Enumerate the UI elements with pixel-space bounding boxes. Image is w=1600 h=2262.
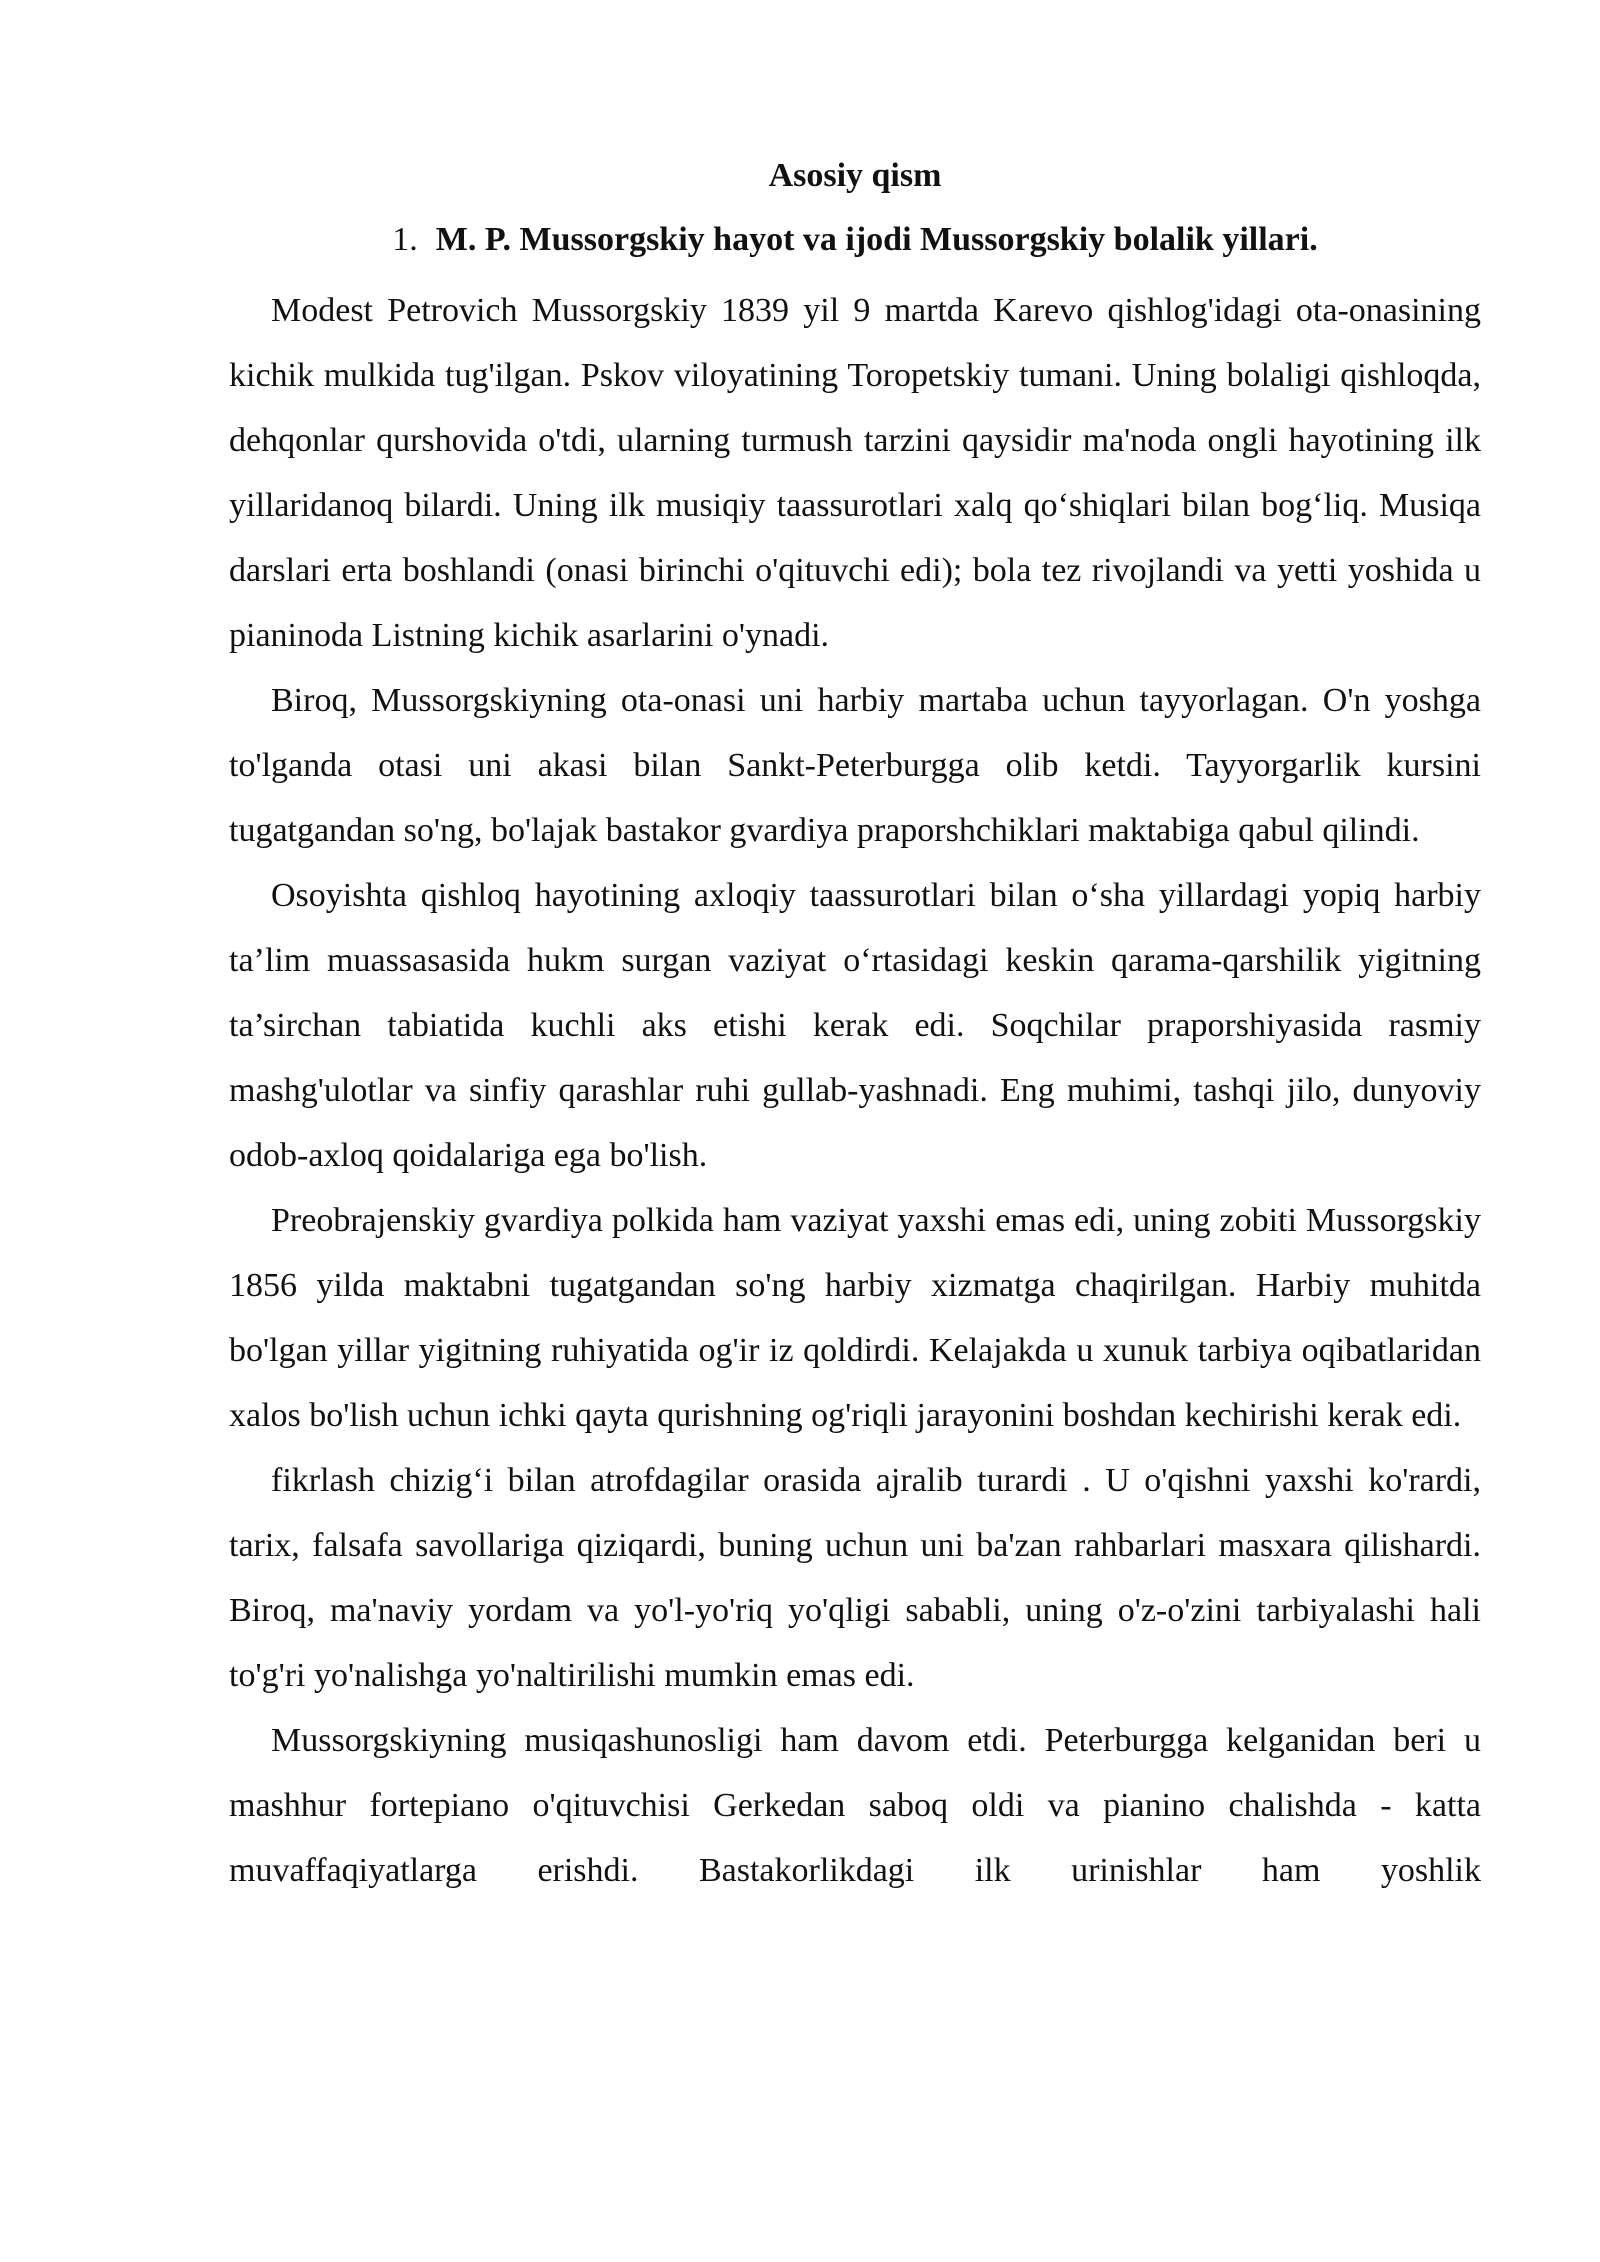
document-title: Asosiy qism — [768, 157, 942, 194]
section-number: 1. — [392, 221, 418, 258]
paragraph: Osoyishta qishloq hayotining axloqiy taassurotlari bilan o‘sha yillardagi yopiq harbiy ta’lim muassasasida hukm surgan vaziyat o‘rtasidagi keskin qarama-qarshilik yigitning ta’sirchan tabiatida kuchli aks etishi kerak edi. Soqchilar praporshiyasida rasmiy mashg'ulotlar va sinfiy qarashlar ruhi gullab-yashnadi. Eng muhimi, tashqi jilo, dunyoviy odob-axloq qoidalariga ega bo'lish. — [229, 877, 1481, 1174]
paragraph: Preobrajenskiy gvardiya polkida ham vaziyat yaxshi emas edi, uning zobiti Mussorgskiy 1856 yilda maktabni tugatgandan so'ng harbiy xizmatga chaqirilgan. Harbiy muhitda bo'lgan yillar yigitning ruhiyatida og'ir iz qoldirdi. Kelajakda u xunuk tarbiya oqibatlaridan xalos bo'lish uchun ichki qayta qurishning og'riqli jarayonini boshdan kechirishi kerak edi. — [229, 1202, 1481, 1434]
section-heading-text: M. P. Mussorgskiy hayot va ijodi Mussorgskiy bolalik yillari. — [435, 221, 1318, 258]
paragraph: fikrlash chizig‘i bilan atrofdagilar orasida ajralib turardi . U o'qishni yaxshi ko'rardi, tarix, falsafa savollariga qiziqardi, buning uchun uni ba'zan rahbarlari masxara qilishardi. Biroq, ma'naviy yordam va yo'l-yo'riq yo'qligi sababli, uning o'z-o'zini tarbiyalashi hali to'g'ri yo'nalishga yo'naltirilishi mumkin emas edi. — [229, 1462, 1481, 1694]
section-heading — [229, 214, 1481, 266]
paragraph: Modest Petrovich Mussorgskiy 1839 yil 9 martda Karevo qishlog'idagi ota-onasining kichik mulkida tug'ilgan. Pskov viloyatining Toropetskiy tumani. Uning bolaligi qishloqda, dehqonlar qurshovida o'tdi, ularning turmush tarzini qaysidir ma'noda ongli hayotining ilk yillaridanoq bilardi. Uning ilk musiqiy taassurotlari xalq qo‘shiqlari bilan bog‘liq. Musiqa darslari erta boshlandi (onasi birinchi o'qituvchi edi); bola tez rivojlandi va yetti yoshida u pianinoda Listning kichik asarlarini o'ynadi. — [229, 292, 1481, 654]
document-page — [229, 150, 1481, 1903]
paragraph: Biroq, Mussorgskiyning ota-onasi uni harbiy martaba uchun tayyorlagan. O'n yoshga to'lganda otasi uni akasi bilan Sankt-Peterburgga olib ketdi. Tayyorgarlik kursini tugatgandan so'ng, bo'lajak bastakor gvardiya praporshchiklari maktabiga qabul qilindi. — [229, 682, 1481, 849]
paragraph: Mussorgskiyning musiqashunosligi ham davom etdi. Peterburgga kelganidan beri u mashhur fortepiano o'qituvchisi Gerkedan saboq oldi va pianino chalishda - katta muvaffaqiyatlarga erishdi. Bastakorlikdagi ilk urinishlar ham yoshlik — [229, 1722, 1481, 1889]
